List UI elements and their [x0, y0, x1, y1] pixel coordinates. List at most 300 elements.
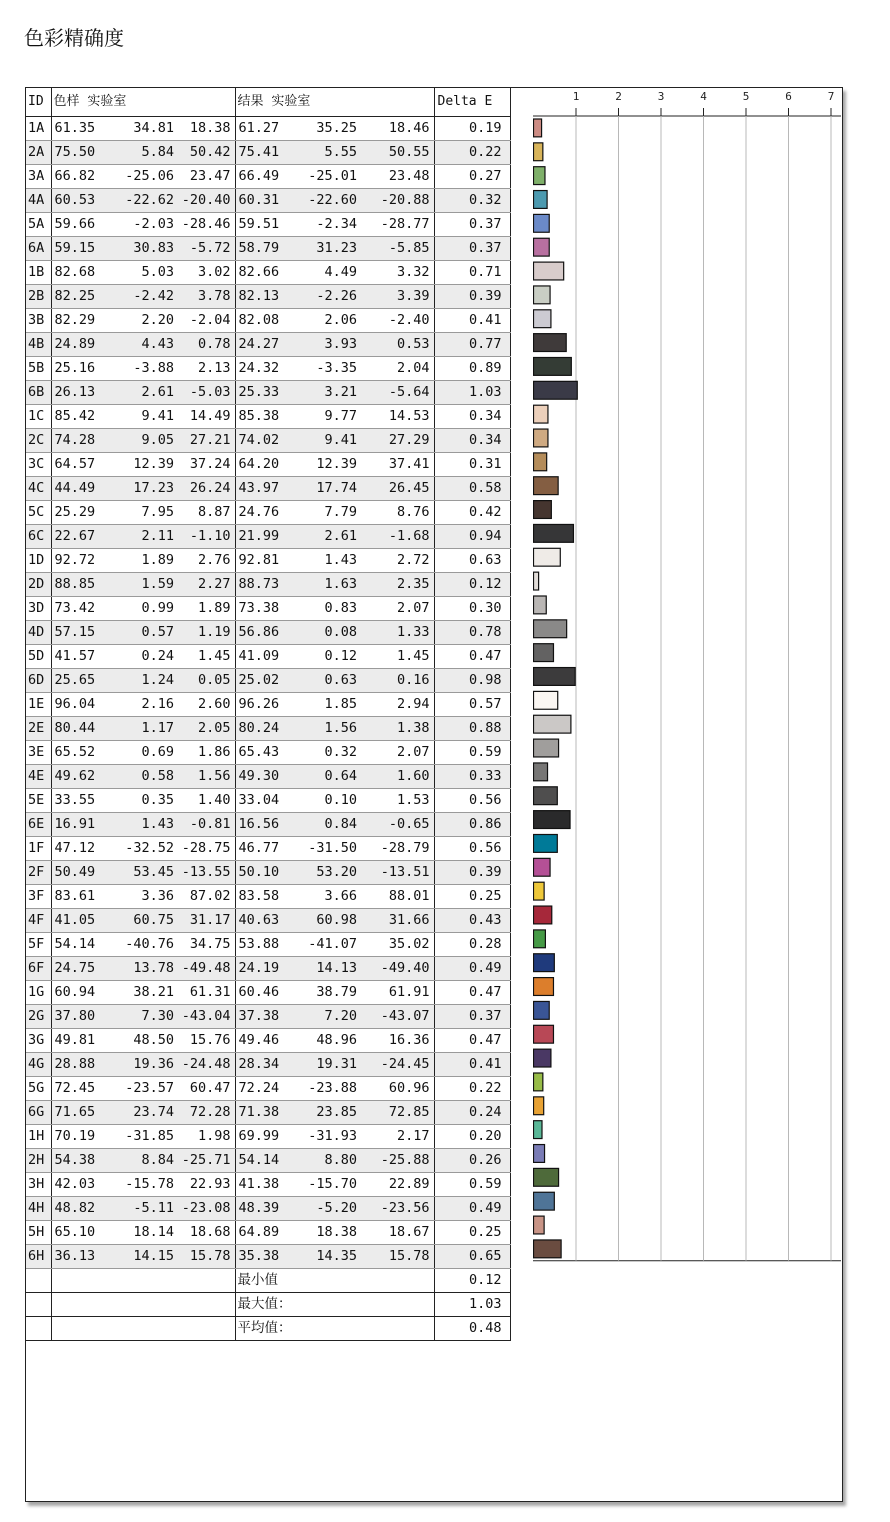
sample-a: 13.78	[112, 957, 178, 981]
result-l: 46.77	[235, 837, 293, 861]
sample-l: 88.85	[51, 573, 112, 597]
sample-a: 12.39	[112, 453, 178, 477]
row-id: 1E	[26, 693, 51, 717]
sample-l: 82.68	[51, 261, 112, 285]
row-id: 1A	[26, 117, 51, 141]
result-a: 35.25	[293, 117, 361, 141]
table-row	[26, 213, 510, 237]
delta-e-bar	[534, 978, 554, 996]
sample-l: 65.52	[51, 741, 112, 765]
table-row	[26, 1005, 510, 1029]
delta-e-value: 0.57	[434, 693, 510, 717]
delta-e-value: 0.89	[434, 357, 510, 381]
table-row	[26, 813, 510, 837]
table-row	[26, 717, 510, 741]
result-b: 2.07	[361, 741, 434, 765]
result-b: -28.77	[361, 213, 434, 237]
result-l: 24.32	[235, 357, 293, 381]
chart-tick-label: 6	[785, 90, 792, 103]
sample-b: 3.02	[178, 261, 235, 285]
table-row	[26, 741, 510, 765]
header-id: ID	[26, 88, 51, 117]
row-id: 6E	[26, 813, 51, 837]
sample-l: 41.57	[51, 645, 112, 669]
table-row	[26, 381, 510, 405]
delta-e-bar	[534, 763, 548, 781]
delta-e-value: 0.37	[434, 213, 510, 237]
result-b: -5.64	[361, 381, 434, 405]
result-b: -25.88	[361, 1149, 434, 1173]
table-row	[26, 1221, 510, 1245]
delta-e-value: 0.37	[434, 1005, 510, 1029]
sample-l: 64.57	[51, 453, 112, 477]
result-b: 0.53	[361, 333, 434, 357]
row-id: 1D	[26, 549, 51, 573]
delta-e-bar	[534, 739, 559, 757]
sample-l: 49.81	[51, 1029, 112, 1053]
delta-e-value: 0.31	[434, 453, 510, 477]
result-b: 1.53	[361, 789, 434, 813]
row-id: 4B	[26, 333, 51, 357]
row-id: 5A	[26, 213, 51, 237]
table-row	[26, 861, 510, 885]
result-b: 3.39	[361, 285, 434, 309]
row-id: 5H	[26, 1221, 51, 1245]
delta-e-value: 0.47	[434, 981, 510, 1005]
delta-e-bar	[534, 1216, 545, 1234]
sample-b: -0.81	[178, 813, 235, 837]
delta-e-bar	[534, 524, 574, 542]
delta-e-value: 0.49	[434, 957, 510, 981]
delta-e-bar	[534, 286, 551, 304]
result-a: -31.50	[293, 837, 361, 861]
result-a: 7.20	[293, 1005, 361, 1029]
result-a: 0.64	[293, 765, 361, 789]
chart-tick-label: 2	[615, 90, 622, 103]
chart-tick-label: 7	[827, 90, 835, 103]
sample-l: 22.67	[51, 525, 112, 549]
result-l: 24.19	[235, 957, 293, 981]
result-l: 88.73	[235, 573, 293, 597]
result-b: 16.36	[361, 1029, 434, 1053]
result-l: 72.24	[235, 1077, 293, 1101]
sample-l: 44.49	[51, 477, 112, 501]
delta-e-bar	[534, 1240, 562, 1258]
sample-a: 7.30	[112, 1005, 178, 1029]
sample-l: 82.29	[51, 309, 112, 333]
result-a: 0.32	[293, 741, 361, 765]
row-id: 3E	[26, 741, 51, 765]
result-b: 23.48	[361, 165, 434, 189]
result-b: 15.78	[361, 1245, 434, 1269]
row-id: 1H	[26, 1125, 51, 1149]
sample-b: 26.24	[178, 477, 235, 501]
sample-l: 65.10	[51, 1221, 112, 1245]
row-id: 5B	[26, 357, 51, 381]
sample-a: 0.58	[112, 765, 178, 789]
result-l: 61.27	[235, 117, 293, 141]
table-row	[26, 765, 510, 789]
sample-b: 1.98	[178, 1125, 235, 1149]
delta-e-value: 0.12	[434, 573, 510, 597]
row-id: 4F	[26, 909, 51, 933]
row-id: 2A	[26, 141, 51, 165]
delta-e-bar	[534, 214, 550, 232]
table-row	[26, 405, 510, 429]
delta-e-bar	[534, 429, 548, 447]
sample-a: 1.43	[112, 813, 178, 837]
sample-b: 0.78	[178, 333, 235, 357]
result-l: 82.13	[235, 285, 293, 309]
table-row	[26, 477, 510, 501]
sample-b: 87.02	[178, 885, 235, 909]
sample-a: 4.43	[112, 333, 178, 357]
delta-e-value: 0.56	[434, 789, 510, 813]
table-row	[26, 981, 510, 1005]
result-l: 43.97	[235, 477, 293, 501]
delta-e-value: 0.43	[434, 909, 510, 933]
result-l: 25.02	[235, 669, 293, 693]
sample-a: -32.52	[112, 837, 178, 861]
delta-e-value: 0.22	[434, 141, 510, 165]
sample-a: 48.50	[112, 1029, 178, 1053]
result-a: 0.12	[293, 645, 361, 669]
result-b: -5.85	[361, 237, 434, 261]
delta-e-value: 0.47	[434, 645, 510, 669]
delta-e-value: 0.56	[434, 837, 510, 861]
result-l: 64.89	[235, 1221, 293, 1245]
table-row	[26, 549, 510, 573]
table-row	[26, 669, 510, 693]
result-a: 38.79	[293, 981, 361, 1005]
result-l: 37.38	[235, 1005, 293, 1029]
result-l: 41.38	[235, 1173, 293, 1197]
table-header-row	[26, 88, 510, 117]
sample-l: 25.29	[51, 501, 112, 525]
table-row	[26, 1077, 510, 1101]
result-b: 3.32	[361, 261, 434, 285]
table-row	[26, 357, 510, 381]
result-b: 2.72	[361, 549, 434, 573]
delta-e-value: 0.47	[434, 1029, 510, 1053]
sample-b: -5.03	[178, 381, 235, 405]
summary-value: 0.48	[434, 1317, 510, 1341]
sample-l: 59.15	[51, 237, 112, 261]
result-b: 88.01	[361, 885, 434, 909]
delta-e-bar	[534, 501, 552, 519]
row-id: 4H	[26, 1197, 51, 1221]
result-a: 1.43	[293, 549, 361, 573]
sample-a: 23.74	[112, 1101, 178, 1125]
delta-e-value: 0.32	[434, 189, 510, 213]
row-id: 4E	[26, 765, 51, 789]
row-id: 5G	[26, 1077, 51, 1101]
result-b: 1.60	[361, 765, 434, 789]
table-row	[26, 597, 510, 621]
summary-empty-sample	[51, 1293, 235, 1317]
table-row	[26, 1101, 510, 1125]
result-b: 2.94	[361, 693, 434, 717]
sample-l: 70.19	[51, 1125, 112, 1149]
sample-a: 5.03	[112, 261, 178, 285]
result-a: 2.06	[293, 309, 361, 333]
row-id: 3G	[26, 1029, 51, 1053]
row-id: 1C	[26, 405, 51, 429]
result-l: 58.79	[235, 237, 293, 261]
result-a: 19.31	[293, 1053, 361, 1077]
row-id: 2B	[26, 285, 51, 309]
sample-l: 96.04	[51, 693, 112, 717]
sample-a: 34.81	[112, 117, 178, 141]
row-id: 6G	[26, 1101, 51, 1125]
sample-a: 30.83	[112, 237, 178, 261]
result-a: 9.77	[293, 405, 361, 429]
delta-e-bar	[534, 1073, 543, 1091]
summary-label: 最小值	[235, 1269, 434, 1293]
result-b: 31.66	[361, 909, 434, 933]
table-row	[26, 573, 510, 597]
delta-e-value: 0.94	[434, 525, 510, 549]
result-a: -5.20	[293, 1197, 361, 1221]
table-row	[26, 165, 510, 189]
sample-l: 72.45	[51, 1077, 112, 1101]
delta-e-value: 0.58	[434, 477, 510, 501]
delta-e-bar	[534, 1049, 551, 1067]
table-row	[26, 429, 510, 453]
result-l: 82.08	[235, 309, 293, 333]
page-title: 色彩精确度	[24, 26, 124, 50]
delta-e-bar	[534, 930, 546, 948]
sample-b: 8.87	[178, 501, 235, 525]
delta-e-value: 0.34	[434, 405, 510, 429]
sample-a: 1.89	[112, 549, 178, 573]
result-l: 60.31	[235, 189, 293, 213]
row-id: 4C	[26, 477, 51, 501]
row-id: 3H	[26, 1173, 51, 1197]
sample-a: 53.45	[112, 861, 178, 885]
summary-label: 平均值：	[235, 1317, 434, 1341]
table-row	[26, 189, 510, 213]
result-l: 73.38	[235, 597, 293, 621]
result-a: 53.20	[293, 861, 361, 885]
sample-l: 85.42	[51, 405, 112, 429]
result-b: -13.51	[361, 861, 434, 885]
delta-e-bar	[534, 596, 547, 614]
result-a: 0.84	[293, 813, 361, 837]
sample-l: 24.75	[51, 957, 112, 981]
delta-e-value: 0.37	[434, 237, 510, 261]
delta-e-value: 0.77	[434, 333, 510, 357]
result-l: 50.10	[235, 861, 293, 885]
result-b: 72.85	[361, 1101, 434, 1125]
result-b: 2.17	[361, 1125, 434, 1149]
row-id: 2G	[26, 1005, 51, 1029]
result-l: 48.39	[235, 1197, 293, 1221]
header-delta-e: Delta E	[434, 88, 510, 117]
result-b: 2.35	[361, 573, 434, 597]
result-l: 41.09	[235, 645, 293, 669]
result-l: 69.99	[235, 1125, 293, 1149]
result-b: 1.38	[361, 717, 434, 741]
chart-tick-label: 5	[742, 90, 750, 103]
sample-b: -24.48	[178, 1053, 235, 1077]
delta-e-bar	[534, 405, 548, 423]
delta-e-value: 0.88	[434, 717, 510, 741]
result-a: 12.39	[293, 453, 361, 477]
sample-a: 5.84	[112, 141, 178, 165]
delta-e-bar	[534, 453, 547, 471]
sample-a: 2.16	[112, 693, 178, 717]
delta-e-bar	[534, 119, 542, 137]
sample-a: 3.36	[112, 885, 178, 909]
sample-l: 48.82	[51, 1197, 112, 1221]
sample-l: 25.65	[51, 669, 112, 693]
result-b: 35.02	[361, 933, 434, 957]
result-l: 82.66	[235, 261, 293, 285]
sample-a: 0.99	[112, 597, 178, 621]
sample-l: 74.28	[51, 429, 112, 453]
result-a: 5.55	[293, 141, 361, 165]
sample-l: 73.42	[51, 597, 112, 621]
sample-l: 75.50	[51, 141, 112, 165]
delta-e-bar	[534, 1145, 545, 1163]
sample-l: 50.49	[51, 861, 112, 885]
delta-e-bar	[534, 143, 543, 161]
sample-b: 1.40	[178, 789, 235, 813]
delta-e-value: 0.33	[434, 765, 510, 789]
sample-a: 2.11	[112, 525, 178, 549]
summary-row	[26, 1293, 510, 1317]
result-l: 24.76	[235, 501, 293, 525]
result-l: 49.30	[235, 765, 293, 789]
delta-e-bar	[534, 691, 558, 709]
result-b: -2.40	[361, 309, 434, 333]
table-row	[26, 453, 510, 477]
table-row	[26, 1053, 510, 1077]
sample-l: 42.03	[51, 1173, 112, 1197]
sample-b: -20.40	[178, 189, 235, 213]
sample-a: -15.78	[112, 1173, 178, 1197]
result-l: 28.34	[235, 1053, 293, 1077]
result-l: 59.51	[235, 213, 293, 237]
sample-a: 60.75	[112, 909, 178, 933]
sample-l: 54.14	[51, 933, 112, 957]
delta-e-value: 0.27	[434, 165, 510, 189]
delta-e-value: 0.78	[434, 621, 510, 645]
delta-e-bar	[534, 358, 572, 376]
summary-empty-sample	[51, 1317, 235, 1341]
sample-b: -28.75	[178, 837, 235, 861]
sample-b: -49.48	[178, 957, 235, 981]
sample-l: 28.88	[51, 1053, 112, 1077]
result-l: 71.38	[235, 1101, 293, 1125]
sample-l: 16.91	[51, 813, 112, 837]
sample-b: 1.19	[178, 621, 235, 645]
row-id: 6C	[26, 525, 51, 549]
result-b: 60.96	[361, 1077, 434, 1101]
table-row	[26, 885, 510, 909]
delta-e-value: 0.39	[434, 285, 510, 309]
delta-e-bar	[534, 238, 550, 256]
summary-empty-id	[26, 1269, 51, 1293]
sample-a: 1.24	[112, 669, 178, 693]
sample-b: 27.21	[178, 429, 235, 453]
sample-l: 61.35	[51, 117, 112, 141]
delta-e-bar	[534, 644, 554, 662]
sample-a: 19.36	[112, 1053, 178, 1077]
table-row	[26, 645, 510, 669]
result-l: 25.33	[235, 381, 293, 405]
sample-a: -23.57	[112, 1077, 178, 1101]
sample-a: 38.21	[112, 981, 178, 1005]
delta-e-bar	[534, 1121, 543, 1139]
result-b: -1.68	[361, 525, 434, 549]
delta-e-bar	[534, 1097, 544, 1115]
result-a: -2.34	[293, 213, 361, 237]
sample-b: 34.75	[178, 933, 235, 957]
sample-b: 61.31	[178, 981, 235, 1005]
result-b: 61.91	[361, 981, 434, 1005]
delta-e-bar	[534, 334, 567, 352]
delta-e-value: 0.20	[434, 1125, 510, 1149]
sample-a: -25.06	[112, 165, 178, 189]
sample-a: -22.62	[112, 189, 178, 213]
sample-b: -25.71	[178, 1149, 235, 1173]
result-l: 60.46	[235, 981, 293, 1005]
result-b: 0.16	[361, 669, 434, 693]
sample-b: 18.68	[178, 1221, 235, 1245]
result-a: -41.07	[293, 933, 361, 957]
result-l: 40.63	[235, 909, 293, 933]
result-a: -31.93	[293, 1125, 361, 1149]
delta-e-value: 0.59	[434, 1173, 510, 1197]
sample-l: 49.62	[51, 765, 112, 789]
result-a: -25.01	[293, 165, 361, 189]
result-a: 14.35	[293, 1245, 361, 1269]
sample-b: 2.27	[178, 573, 235, 597]
result-b: -23.56	[361, 1197, 434, 1221]
result-a: 8.80	[293, 1149, 361, 1173]
sample-l: 47.12	[51, 837, 112, 861]
delta-e-value: 0.49	[434, 1197, 510, 1221]
row-id: 5C	[26, 501, 51, 525]
sample-a: -3.88	[112, 357, 178, 381]
sample-l: 82.25	[51, 285, 112, 309]
row-id: 2C	[26, 429, 51, 453]
table-row	[26, 1197, 510, 1221]
result-a: -2.26	[293, 285, 361, 309]
table-row	[26, 261, 510, 285]
result-a: 17.74	[293, 477, 361, 501]
sample-b: -28.46	[178, 213, 235, 237]
summary-row	[26, 1269, 510, 1293]
delta-e-bar	[534, 1168, 559, 1186]
delta-e-bar	[534, 787, 558, 805]
delta-e-value: 0.59	[434, 741, 510, 765]
row-id: 3C	[26, 453, 51, 477]
delta-e-value: 0.28	[434, 933, 510, 957]
row-id: 3F	[26, 885, 51, 909]
color-accuracy-report	[25, 87, 843, 1502]
result-b: 8.76	[361, 501, 434, 525]
delta-e-bar	[534, 191, 548, 209]
result-b: -24.45	[361, 1053, 434, 1077]
sample-a: 0.35	[112, 789, 178, 813]
sample-l: 26.13	[51, 381, 112, 405]
result-l: 83.58	[235, 885, 293, 909]
result-b: -43.07	[361, 1005, 434, 1029]
sample-b: 3.78	[178, 285, 235, 309]
